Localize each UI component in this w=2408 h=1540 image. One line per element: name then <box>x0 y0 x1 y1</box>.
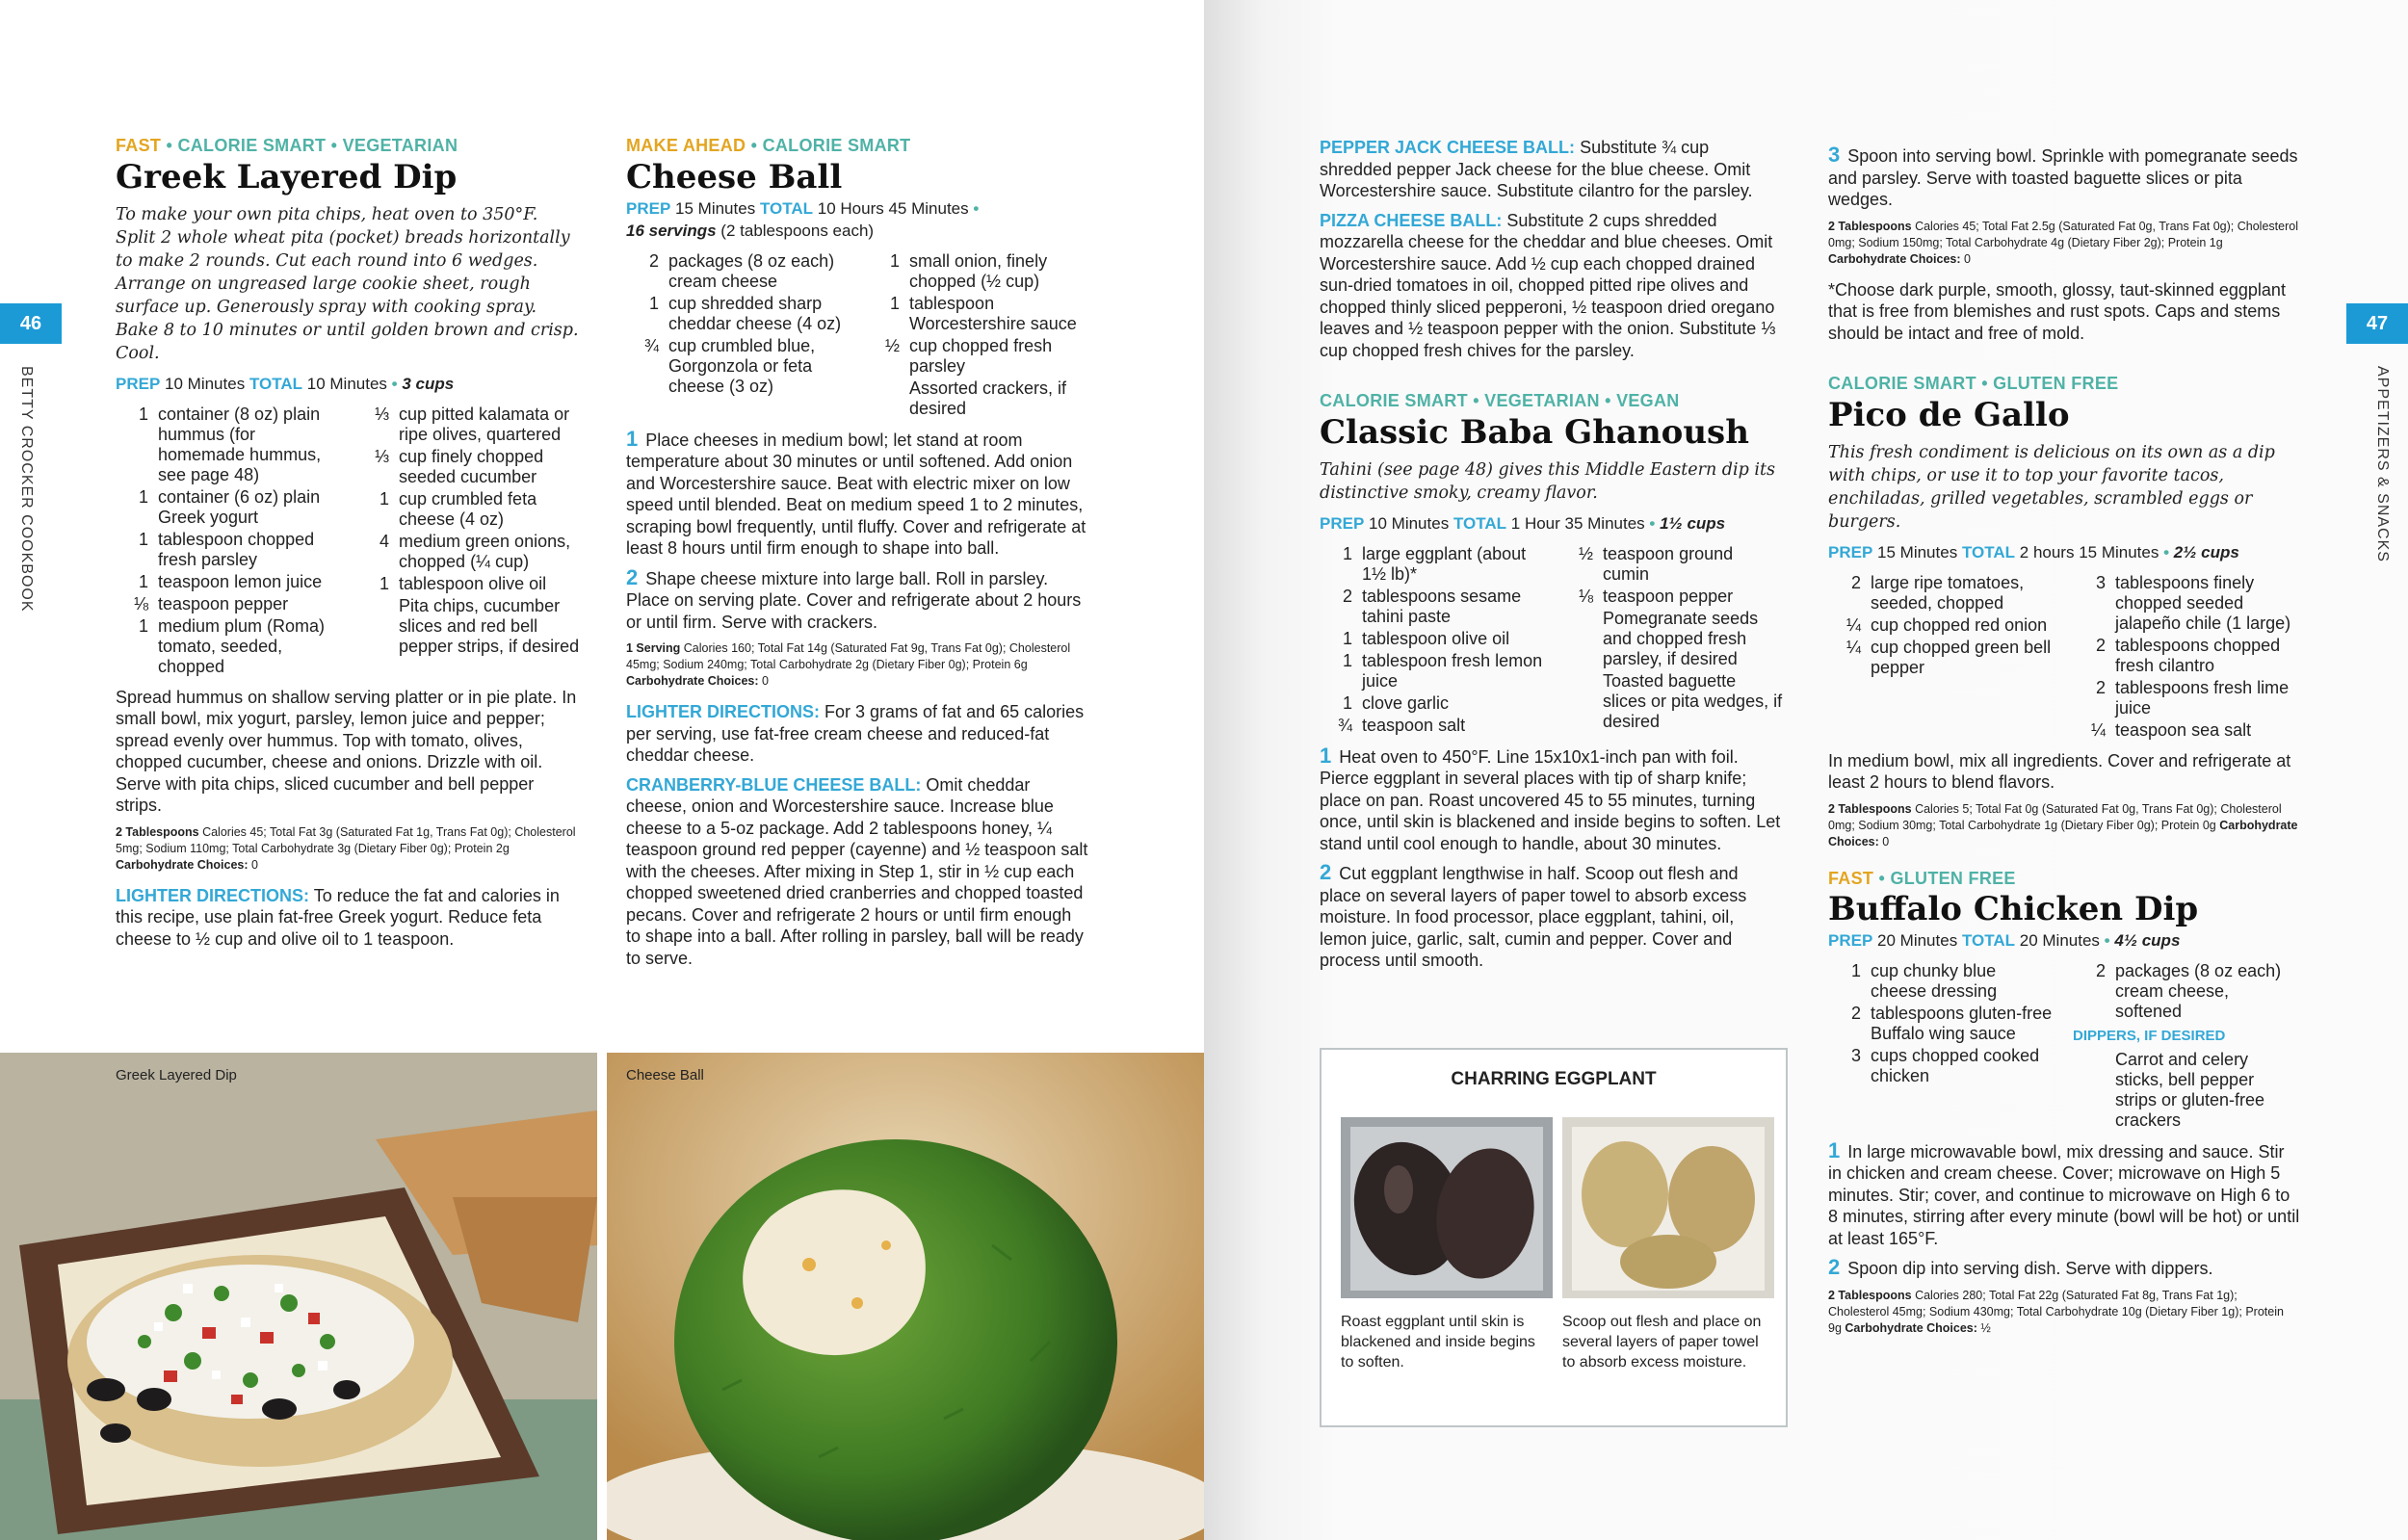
ingredient-item <box>356 574 580 594</box>
ingredient-list <box>626 251 1090 421</box>
ingredient-text: packages (8 oz each) cream cheese, softened <box>2115 961 2282 1021</box>
ingredient-quantity: 1 <box>648 293 659 313</box>
ingredient-quantity: ¾ <box>643 335 659 355</box>
ingredient-text: cup crumbled blue, Gorgonzola or feta cheese (3 oz) <box>668 335 816 396</box>
ingredient-quantity: 3 <box>2095 572 2106 592</box>
ingredient-item <box>1320 587 1543 627</box>
ingredient-item <box>1320 716 1543 736</box>
recipe-intro: This fresh condiment is delicious on its own as a dip with chips, or use it to top your favorite tacos, enchiladas, grilled vegetables, scrambled eggs or burgers. <box>1828 442 2275 532</box>
greek-dip-photo <box>0 1053 597 1540</box>
ingredient-quantity: 1 <box>1342 628 1352 648</box>
recipe-title: Cheese Ball <box>626 157 843 196</box>
ingredient-item <box>867 251 1090 292</box>
ingredient-quantity: 1 <box>889 250 900 271</box>
recipe-tags: FAST • GLUTEN FREE <box>1828 868 2016 888</box>
prep-time: PREP 15 Minutes TOTAL 2 hours 15 Minutes • 2½ cups <box>1828 542 2239 561</box>
recipe-title: Buffalo Chicken Dip <box>1828 890 2199 928</box>
ingredient-item <box>626 336 850 397</box>
ingredient-quantity: 2 <box>2095 677 2106 697</box>
ingredient-item <box>1560 671 1784 732</box>
nutrition-info: 1 Serving Calories 160; Total Fat 14g (Saturated Fat 9g, Trans Fat 0g); Cholesterol 45mg; Sodium 240mg; Total Carbohydrate 2g (Dietary Fiber 0g); Protein 6g Carbohydrate Choices: 0 <box>626 641 1071 688</box>
ingredient-quantity: 2 <box>1342 586 1352 606</box>
recipe-step <box>1828 1137 2300 1250</box>
ingredient-item <box>1320 544 1543 585</box>
step-number: 1 <box>626 426 639 451</box>
lighter-directions: LIGHTER DIRECTIONS: To reduce the fat and calories in this recipe, use plain fat-free Greek yogurt. Reduce feta cheese to ½ cup and olive oil to 1 teaspoon. <box>116 885 560 949</box>
ingredient-item <box>1560 609 1784 669</box>
ingredient-quantity: 1 <box>1342 543 1352 563</box>
ingredient-quantity: ¼ <box>1845 614 1861 635</box>
ingredient-item <box>1828 1046 2055 1086</box>
recipe-title: Greek Layered Dip <box>116 157 458 196</box>
step-text: Heat oven to 450°F. Line 15x10x1-inch pan with foil. Pierce eggplant in several places with tip of sharp knife; place on pan. Roast uncovered 45 to 55 minutes, turning once, until skin is blackened and inside begins to soften. Let stand until cool enough to handle, about 30 minutes. <box>1320 746 1781 853</box>
ingredient-item <box>1828 638 2055 678</box>
ingredient-text: cup crumbled feta cheese (4 oz) <box>399 488 537 529</box>
ingredient-quantity: 2 <box>1850 1004 1861 1023</box>
ingredient-list <box>1828 961 2300 1133</box>
page-number-tab-46 <box>0 303 62 344</box>
ingredient-quantity: ¼ <box>1845 637 1861 657</box>
ingredient-text: medium green onions, chopped (¼ cup) <box>399 531 571 571</box>
ingredient-quantity: 1 <box>138 529 148 549</box>
ingredient-item <box>2073 678 2300 718</box>
ingredient-item <box>356 596 580 657</box>
ingredient-item <box>626 294 850 334</box>
ingredient-text: tablespoons fresh lime juice <box>2115 677 2290 718</box>
ingredient-item <box>867 378 1090 419</box>
photo-caption: Cheese Ball <box>626 1067 704 1083</box>
charring-eggplant-box <box>1320 1048 1788 1427</box>
ingredient-quantity: 1 <box>1342 650 1352 670</box>
recipe-steps <box>1828 1137 2300 1280</box>
recipe-step <box>1320 862 1784 972</box>
ingredient-quantity <box>1560 609 1603 669</box>
ingredient-text: teaspoon pepper <box>158 593 289 613</box>
recipe-tags: CALORIE SMART • GLUTEN FREE <box>1828 374 2119 393</box>
ingredient-quantity: 1 <box>138 486 148 507</box>
right-column-1 <box>1320 137 1784 979</box>
box-title: CHARRING EGGPLANT <box>1451 1069 1657 1089</box>
ingredient-quantity <box>1560 671 1603 732</box>
ingredient-item <box>1320 651 1543 692</box>
ingredient-list <box>1320 544 1784 738</box>
ingredient-item <box>867 336 1090 377</box>
ingredient-text: Pomegranate seeds and chopped fresh parsley, if desired <box>1603 608 1759 668</box>
ingredient-item <box>1560 544 1784 585</box>
ingredient-item <box>1828 573 2055 613</box>
ingredient-item <box>356 447 580 487</box>
right-column-2 <box>1828 137 2300 1348</box>
recipe-tags: FAST • CALORIE SMART • VEGETARIAN <box>116 136 458 155</box>
ingredient-item <box>1828 1004 2055 1044</box>
ingredient-text: tablespoons sesame tahini paste <box>1362 586 1522 626</box>
nutrition-info: 2 Tablespoons Calories 45; Total Fat 2.5g (Saturated Fat 0g, Trans Fat 0g); Cholesterol 0mg; Sodium 150mg; Total Carbohydrate 4g (Dietary Fiber 2g); Protein 1g Carbohydrate Choices: 0 <box>1828 219 2298 266</box>
recipe-step <box>626 426 1090 560</box>
ingredient-text: tablespoons chopped fresh cilantro <box>2115 635 2281 675</box>
page-number: 46 <box>19 312 42 334</box>
ingredient-item <box>1320 629 1543 649</box>
ingredient-text: clove garlic <box>1362 692 1450 713</box>
ingredient-quantity: ½ <box>1578 543 1593 563</box>
recipe-method: In medium bowl, mix all ingredients. Cover and refrigerate at least 2 hours to blend flavors. <box>1828 750 2291 792</box>
ingredient-text: Toasted baguette slices or pita wedges, if desired <box>1603 670 1783 731</box>
ingredient-text: tablespoon olive oil <box>1362 628 1510 648</box>
ingredient-item <box>626 251 850 292</box>
ingredient-text: container (6 oz) plain Greek yogurt <box>158 486 321 527</box>
ingredient-quantity: 3 <box>1850 1046 1861 1065</box>
side-label: APPETIZERS & SNACKS <box>2374 366 2391 562</box>
ingredient-text: large ripe tomatoes, seeded, chopped <box>1871 572 2025 613</box>
ingredient-quantity: 1 <box>138 615 148 636</box>
ingredient-quantity: 2 <box>648 250 659 271</box>
ingredient-quantity <box>356 596 399 657</box>
ingredient-text: teaspoon pepper <box>1603 586 1734 606</box>
ingredient-quantity: 1 <box>379 488 389 509</box>
ingredient-quantity: 1 <box>889 293 900 313</box>
nutrition-info: 2 Tablespoons Calories 45; Total Fat 3g (Saturated Fat 1g, Trans Fat 0g); Cholesterol 5mg; Sodium 110mg; Total Carbohydrate 3g (Dietary Fiber 0g); Protein 2g Carbohydrate Choices: 0 <box>116 824 576 872</box>
cheese-ball-illustration <box>607 1053 1204 1540</box>
ingredient-item <box>2073 573 2300 634</box>
ingredient-item <box>2073 720 2300 741</box>
ingredient-text: teaspoon lemon juice <box>158 571 323 591</box>
step-text: Place cheeses in medium bowl; let stand at room temperature about 30 minutes or until softened. Add onion and Worcestershire sauce. Beat with electric mixer on low speed until blended. Beat on medium speed 1 to 2 minutes, scraping bowl frequently, until fluffy. Cover and refrigerate at least 8 hours until firm enough to shape into ball. <box>626 430 1086 558</box>
ingredient-item <box>116 616 339 677</box>
ingredient-quantity: 1 <box>379 573 389 593</box>
ingredient-quantity: ¾ <box>1337 715 1352 735</box>
ingredient-text: cup shredded sharp cheddar cheese (4 oz) <box>668 293 842 333</box>
ingredient-item <box>1320 693 1543 714</box>
ingredient-item <box>356 489 580 530</box>
recipe-step <box>626 564 1090 634</box>
cranberry-variation: CRANBERRY-BLUE CHEESE BALL: Omit cheddar cheese, onion and Worcestershire sauce. Increase blue cheese to a 5-oz package. Add 2 tablespoons honey, ¼ teaspoon ground red pepper (cayenne) and ½ teaspoon salt with the cheeses. After mixing in Step 1, stir in ½ cup each chopped sweetened dried cranberries and chopped toasted pecans. Cover and refrigerate 2 hours or until firm enough to shape into a ball. After rolling in parsley, ball will be ready to serve. <box>626 774 1088 968</box>
side-label: BETTY CROCKER COOKBOOK <box>18 366 35 613</box>
ingredient-text: tablespoon chopped fresh parsley <box>158 529 315 569</box>
recipe-method: Spread hummus on shallow serving platter or in pie plate. In small bowl, mix yogurt, parsley, lemon juice and pepper; spread evenly over hummus. Top with tomato, olives, chopped cucumber, cheese and onions. Drizzle with oil. Serve with pita chips, sliced cucumber and bell pepper strips. <box>116 687 577 815</box>
ingredient-quantity: 1 <box>138 571 148 591</box>
prep-time: PREP 10 Minutes TOTAL 1 Hour 35 Minutes • 1½ cups <box>1320 513 1726 533</box>
ingredient-item <box>1560 587 1784 607</box>
prep-time: PREP 10 Minutes TOTAL 10 Minutes • 3 cups <box>116 374 455 393</box>
ingredient-item <box>2073 636 2300 676</box>
ingredient-item <box>356 405 580 445</box>
ingredient-quantity: ¼ <box>2090 719 2106 740</box>
ingredient-text: cup chopped green bell pepper <box>1871 637 2052 677</box>
pepper-jack-variation: PEPPER JACK CHEESE BALL: Substitute ¾ cup shredded pepper Jack cheese for the blue cheese. Omit Worcestershire sauce. Substitute cilantro for the parsley. <box>1320 138 1753 200</box>
ingredient-quantity <box>867 378 909 419</box>
cheese-ball-photo <box>607 1053 1204 1540</box>
ingredient-text: medium plum (Roma) tomato, seeded, chopped <box>158 615 326 676</box>
eggplant-footnote: *Choose dark purple, smooth, glossy, taut-skinned eggplant that is free from blemishes and rust spots. Caps and stems should be intact and free of mold. <box>1828 279 2286 343</box>
prep-time: PREP 20 Minutes TOTAL 20 Minutes • 4½ cups <box>1828 931 2181 950</box>
recipe-step <box>1828 1257 2300 1280</box>
recipe-tags: CALORIE SMART • VEGETARIAN • VEGAN <box>1320 391 1680 410</box>
ingredient-list <box>1828 573 2300 743</box>
lighter-directions: LIGHTER DIRECTIONS: For 3 grams of fat and 65 calories per serving, use fat-free cream cheese and reduced-fat cheddar cheese. <box>626 702 1085 765</box>
ingredient-text: Pita chips, cucumber slices and red bell pepper strips, if desired <box>399 595 580 656</box>
ingredient-item <box>2073 961 2300 1022</box>
recipe-step <box>1828 144 2300 211</box>
recipe-steps <box>1320 745 1784 972</box>
ingredient-text: cup chopped red onion <box>1871 614 2048 635</box>
ingredient-text: tablespoon fresh lemon juice <box>1362 650 1543 691</box>
ingredient-quantity: 1 <box>138 404 148 424</box>
step-text: Spoon into serving bowl. Sprinkle with pomegranate seeds and parsley. Serve with toasted baguette slices or pita wedges. <box>1828 146 2298 209</box>
ingredient-text: teaspoon ground cumin <box>1603 543 1734 584</box>
recipe-step <box>1320 745 1784 855</box>
step-number: 1 <box>1320 743 1332 768</box>
ingredient-quantity: 1 <box>1850 961 1861 980</box>
ingredient-item <box>116 405 339 485</box>
ingredient-text: container (8 oz) plain hummus (for homemade hummus, see page 48) <box>158 404 322 484</box>
ingredient-quantity: ½ <box>884 335 900 355</box>
ingredient-text: small onion, finely chopped (½ cup) <box>909 250 1048 291</box>
ingredient-quantity: 2 <box>2095 635 2106 655</box>
ingredient-item <box>116 487 339 528</box>
ingredient-text: Assorted crackers, if desired <box>909 378 1067 418</box>
ingredient-list <box>116 405 580 679</box>
ingredient-text: packages (8 oz each) cream cheese <box>668 250 835 291</box>
greek-recipe <box>116 135 580 957</box>
page-number-tab-47 <box>2346 303 2408 344</box>
box-caption-2: Scoop out flesh and place on several layers of paper towel to absorb excess moisture. <box>1562 1314 1762 1370</box>
ingredient-quantity: 4 <box>379 531 389 551</box>
ingredient-item <box>1828 615 2055 636</box>
step-number: 2 <box>626 564 639 589</box>
ingredient-quantity: 2 <box>2095 961 2106 980</box>
recipe-intro: Tahini (see page 48) gives this Middle Eastern dip its distinctive smoky, creamy flavor. <box>1320 459 1775 503</box>
recipe-steps <box>1828 144 2300 211</box>
scooped-eggplant-photo <box>1562 1117 1774 1298</box>
ingredient-text: cup chunky blue cheese dressing <box>1871 961 1998 1001</box>
cheese-ball-recipe <box>626 135 1090 977</box>
ingredient-text: tablespoon olive oil <box>399 573 547 593</box>
ingredient-quantity: ⅓ <box>374 446 389 466</box>
ingredient-text: teaspoon sea salt <box>2115 719 2252 740</box>
recipe-intro: To make your own pita chips, heat oven to 350°F. Split 2 whole wheat pita (pocket) breads horizontally to make 2 rounds. Cut each round into 6 wedges. Arrange on ungreased large cookie sheet, rough surface up. Generously spray with cooking spray. Bake 8 to 10 minutes or until golden brown and crisp. Cool. <box>116 204 579 363</box>
dippers-text: Carrot and celery sticks, bell pepper strips or gluten-free crackers <box>2115 1049 2265 1130</box>
ingredient-text: teaspoon salt <box>1362 715 1466 735</box>
prep-time: PREP 15 Minutes TOTAL 10 Hours 45 Minutes • 16 servings (2 tablespoons each) <box>626 198 980 240</box>
greek-dip-illustration <box>0 1053 597 1540</box>
ingredient-item <box>116 530 339 570</box>
step-text: Spoon dip into serving dish. Serve with dippers. <box>1847 1259 2213 1278</box>
ingredient-text: cup finely chopped seeded cucumber <box>399 446 544 486</box>
recipe-tags: MAKE AHEAD • CALORIE SMART <box>626 136 911 155</box>
ingredient-item <box>116 594 339 614</box>
box-caption-1: Roast eggplant until skin is blackened and inside begins to soften. <box>1341 1314 1535 1370</box>
dippers-heading: DIPPERS, IF DESIRED <box>2073 1028 2226 1044</box>
ingredient-text: tablespoons gluten-free Buffalo wing sauce <box>1871 1004 2053 1043</box>
ingredient-text: tablespoon Worcestershire sauce <box>909 293 1077 333</box>
ingredient-quantity: ⅛ <box>1578 586 1593 606</box>
recipe-title: Classic Baba Ghanoush <box>1320 412 1749 452</box>
ingredient-text: large eggplant (about 1½ lb)* <box>1362 543 1527 584</box>
recipe-title: Pico de Gallo <box>1828 395 2070 434</box>
photo-caption: Greek Layered Dip <box>116 1067 237 1083</box>
step-number: 2 <box>1320 860 1332 884</box>
ingredient-item <box>1828 961 2055 1002</box>
recipe-steps <box>626 426 1090 634</box>
ingredient-quantity: 2 <box>1850 572 1861 592</box>
ingredient-quantity: ⅛ <box>133 593 148 613</box>
step-number: 3 <box>1828 143 1841 167</box>
step-text: In large microwavable bowl, mix dressing and sauce. Stir in chicken and cream cheese. Cover; microwave on High 5 minutes. Stir; cover, and continue to microwave on High 6 to 8 minutes, stirring after every minute (bowl will be hot) or until at least 165°F. <box>1828 1141 2300 1248</box>
pizza-variation: PIZZA CHEESE BALL: Substitute 2 cups shredded mozzarella cheese for the cheddar and blue cheeses. Omit Worcestershire sauce. Add ½ cup each chopped drained sun-dried tomatoes in oil, chopped pitted ripe olives and chopped thinly sliced pepperoni, ½ teaspoon dried oregano leaves and ½ teaspoon pepper with the onion. Substitute ⅓ cup chopped fresh chives for the parsley. <box>1320 210 1776 360</box>
ingredient-item <box>356 532 580 572</box>
ingredient-quantity: ⅓ <box>374 404 389 424</box>
step-number: 1 <box>1828 1137 1841 1162</box>
nutrition-info: 2 Tablespoons Calories 5; Total Fat 0g (Saturated Fat 0g, Trans Fat 0g); Cholesterol 0mg; Sodium 30mg; Total Carbohydrate 1g (Dietary Fiber 0g); Protein 0g Carbohydrate Choices: 0 <box>1828 801 2298 848</box>
ingredient-text: cups chopped cooked chicken <box>1871 1046 2040 1085</box>
step-number: 2 <box>1828 1255 1841 1279</box>
page-number: 47 <box>2366 312 2389 334</box>
roasted-eggplant-photo <box>1341 1117 1553 1298</box>
step-text: Shape cheese mixture into large ball. Roll in parsley. Place on serving plate. Cover and refrigerate about 2 hours or until firm. Serve with crackers. <box>626 568 1082 632</box>
nutrition-info: 2 Tablespoons Calories 280; Total Fat 22g (Saturated Fat 8g, Trans Fat 1g); Cholesterol 45mg; Sodium 430mg; Total Carbohydrate 10g (Dietary Fiber 1g); Protein 9g Carbohydrate Choices: ½ <box>1828 1288 2284 1335</box>
ingredient-text: tablespoons finely chopped seeded jalapeño chile (1 large) <box>2115 572 2291 633</box>
step-text: Cut eggplant lengthwise in half. Scoop out flesh and place on several layers of paper towel to absorb excess moisture. In food processor, place eggplant, tahini, oil, lemon juice, garlic, salt, cumin and pepper. Cover and process until smooth. <box>1320 864 1747 970</box>
ingredient-item <box>116 572 339 592</box>
ingredient-item <box>867 294 1090 334</box>
ingredient-text: cup pitted kalamata or ripe olives, quartered <box>399 404 570 444</box>
ingredient-quantity: 1 <box>1342 692 1352 713</box>
ingredient-text: cup chopped fresh parsley <box>909 335 1053 376</box>
